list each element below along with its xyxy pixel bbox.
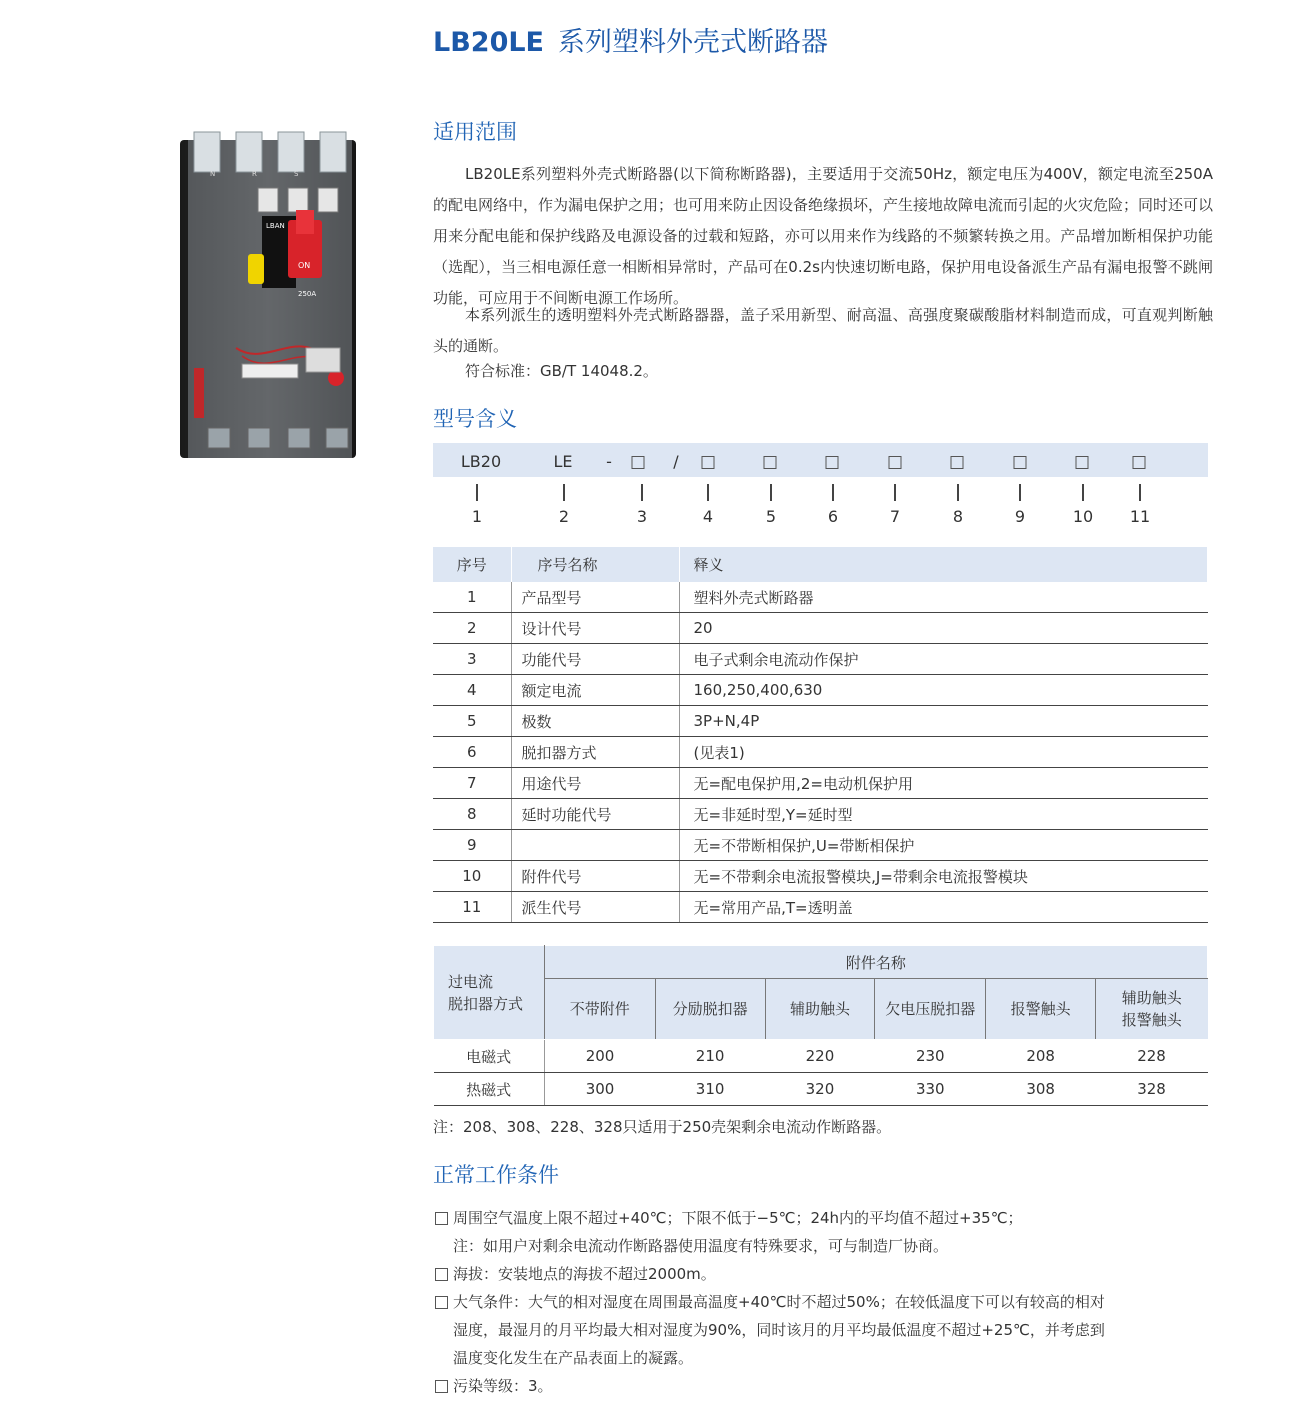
col-undervoltage-release: 欠电压脱扣器 — [875, 979, 986, 1040]
cell-name: 产品型号 — [511, 582, 679, 613]
code-num-7: 7 — [889, 507, 901, 526]
cell-index: 8 — [433, 799, 511, 830]
model-meaning-table — [433, 547, 1208, 923]
table-row — [433, 644, 1208, 675]
cell-value: 328 — [1096, 1073, 1208, 1106]
table-row — [434, 1073, 1208, 1106]
cell-name — [511, 830, 679, 861]
row-type: 热磁式 — [434, 1073, 545, 1106]
cell-value: 320 — [765, 1073, 875, 1106]
model-meaning-heading: 型号含义 — [433, 407, 517, 431]
cell-index: 3 — [433, 644, 511, 675]
condition-text: 污染等级：3。 — [453, 1377, 553, 1395]
code-box-11 — [1133, 452, 1146, 471]
on-label: ON — [298, 261, 311, 270]
code-num-2: 2 — [558, 507, 570, 526]
col-shunt-release: 分励脱扣器 — [655, 979, 765, 1040]
condition-item-pollution — [433, 1372, 1223, 1400]
code-box-3 — [632, 452, 645, 471]
table-row — [433, 613, 1208, 644]
cell-name: 额定电流 — [511, 675, 679, 706]
condition-text: 周围空气温度上限不超过+40℃；下限不低于−5℃；24h内的平均值不超过+35℃； — [453, 1209, 1023, 1227]
code-num-11: 11 — [1129, 507, 1151, 526]
condition-text: 注：如用户对剩余电流动作断路器使用温度有特殊要求，可与制造厂协商。 — [453, 1237, 949, 1255]
cell-name: 派生代号 — [511, 892, 679, 923]
table-row — [433, 737, 1208, 768]
cell-meaning: 无=不带剩余电流报警模块,J=带剩余电流报警模块 — [679, 861, 1208, 892]
cell-value: 308 — [986, 1073, 1096, 1106]
col-alarm-contact: 报警触头 — [986, 979, 1096, 1040]
cell-name: 设计代号 — [511, 613, 679, 644]
code-num-5: 5 — [765, 507, 777, 526]
cell-index: 5 — [433, 706, 511, 737]
scope-heading: 适用范围 — [433, 120, 517, 144]
cell-name: 延时功能代号 — [511, 799, 679, 830]
cell-index: 11 — [433, 892, 511, 923]
table-row — [433, 768, 1208, 799]
trip-method-header-line2: 脱扣器方式 — [448, 994, 524, 1013]
table-row — [433, 582, 1208, 613]
checkbox-icon — [435, 1268, 448, 1281]
title-model: LB20LE — [433, 27, 545, 58]
table-row — [433, 892, 1208, 923]
code-num-4: 4 — [702, 507, 714, 526]
condition-item-atmosphere — [433, 1288, 1223, 1372]
code-slash: / — [673, 452, 679, 471]
condition-text: 海拔：安装地点的海拔不超过2000m。 — [453, 1265, 716, 1283]
brand-label: LBAN — [266, 222, 285, 230]
code-box-6 — [826, 452, 839, 471]
cell-value: 310 — [655, 1073, 765, 1106]
cell-meaning: 电子式剩余电流动作保护 — [679, 644, 1208, 675]
cell-meaning: 160,250,400,630 — [679, 675, 1208, 706]
conditions-list — [433, 1204, 1223, 1400]
cell-value: 210 — [655, 1040, 765, 1073]
code-lb20: LB20 — [460, 452, 502, 471]
page-title — [433, 20, 828, 59]
cell-meaning: 3P+N,4P — [679, 706, 1208, 737]
code-box-7 — [889, 452, 902, 471]
trip-method-header-line1: 过电流 — [448, 972, 494, 991]
code-num-10: 10 — [1072, 507, 1094, 526]
rating-label: 250A — [298, 290, 317, 298]
accessory-group-header: 附件名称 — [544, 946, 1207, 979]
cell-value: 208 — [986, 1040, 1096, 1073]
cell-index: 6 — [433, 737, 511, 768]
col-no-accessory: 不带附件 — [544, 979, 655, 1040]
code-box-4 — [702, 452, 715, 471]
trip-method-header — [434, 946, 545, 1040]
cell-value: 330 — [875, 1073, 986, 1106]
cell-meaning: 无=常用产品,T=透明盖 — [679, 892, 1208, 923]
cell-meaning: 无=配电保护用,2=电动机保护用 — [679, 768, 1208, 799]
code-box-5 — [764, 452, 777, 471]
condition-item-altitude — [433, 1260, 1223, 1288]
cell-value: 230 — [875, 1040, 986, 1073]
code-num-9: 9 — [1014, 507, 1026, 526]
cell-name: 极数 — [511, 706, 679, 737]
row-type: 电磁式 — [434, 1040, 545, 1073]
code-num-8: 8 — [952, 507, 964, 526]
accessory-table — [433, 945, 1208, 1106]
header-meaning: 释义 — [679, 547, 1208, 582]
cell-index: 10 — [433, 861, 511, 892]
cell-value: 228 — [1096, 1040, 1208, 1073]
product-image — [176, 128, 362, 468]
col-auxiliary-contact: 辅助触头 — [765, 979, 875, 1040]
condition-item-temperature — [433, 1204, 1223, 1260]
cell-name: 用途代号 — [511, 768, 679, 799]
pole-label-r: R — [252, 170, 257, 178]
code-num-1: 1 — [471, 507, 483, 526]
cell-meaning: 塑料外壳式断路器 — [679, 582, 1208, 613]
checkbox-icon — [435, 1380, 448, 1393]
conditions-heading: 正常工作条件 — [433, 1163, 559, 1187]
accessory-note: 注：208、308、228、328只适用于250壳架剩余电流动作断路器。 — [433, 1118, 892, 1136]
cell-meaning: 20 — [679, 613, 1208, 644]
table-row — [433, 706, 1208, 737]
scope-standard: 符合标准：GB/T 14048.2。 — [465, 362, 658, 380]
code-num-3: 3 — [636, 507, 648, 526]
checkbox-icon — [435, 1212, 448, 1225]
model-code-band — [433, 443, 1208, 477]
cell-name: 脱扣器方式 — [511, 737, 679, 768]
table-row — [433, 861, 1208, 892]
pole-label-n: N — [210, 170, 216, 178]
code-box-10 — [1076, 452, 1089, 471]
table-row — [434, 1040, 1208, 1073]
header-name: 序号名称 — [511, 547, 679, 582]
condition-text: 湿度，最湿月的月平均最大相对湿度为90%，同时该月的月平均最低温度不超过+25℃，并考虑到 — [453, 1321, 1105, 1339]
scope-paragraph-2: 本系列派生的透明塑料外壳式断路器器，盖子采用新型、耐高温、高强度聚碳酸脂材料制造而成，可直观判断触头的通断。 — [433, 306, 1213, 355]
code-box-8 — [951, 452, 964, 471]
cell-meaning: 无=不带断相保护,U=带断相保护 — [679, 830, 1208, 861]
cell-name: 附件代号 — [511, 861, 679, 892]
code-box-9 — [1014, 452, 1027, 471]
table-header-row — [433, 547, 1208, 582]
title-name: 系列塑料外壳式断路器 — [558, 27, 829, 58]
checkbox-icon — [435, 1296, 448, 1309]
cell-value: 300 — [544, 1073, 655, 1106]
table-row — [433, 675, 1208, 706]
cell-value: 200 — [544, 1040, 655, 1073]
cell-index: 2 — [433, 613, 511, 644]
pole-label-s: S — [294, 170, 299, 178]
condition-text: 温度变化发生在产品表面上的凝露。 — [453, 1349, 694, 1367]
table-row — [433, 830, 1208, 861]
cell-index: 4 — [433, 675, 511, 706]
cell-name: 功能代号 — [511, 644, 679, 675]
table-row — [433, 799, 1208, 830]
header-index: 序号 — [433, 547, 511, 582]
cell-index: 7 — [433, 768, 511, 799]
cell-value: 220 — [765, 1040, 875, 1073]
scope-paragraph-1: LB20LE系列塑料外壳式断路器(以下简称断路器)，主要适用于交流50Hz，额定电压为400V，额定电流至250A的配电网络中，作为漏电保护之用；也可用来防止因设备绝缘损坏，产生接地故障电流而引起的火灾危险；同时还可以用来分配电能和保护线路及电源设备的过载和短路，亦可以用来作为线路的不频繁转换之用。产品增加断相保护功能（选配），当三相电源任意一相断相异常时，产品可在0.2s内快速切断电路，保护用电设备派生产品有漏电报警不跳闸功能，可应用于不间断电源工作场所。 — [433, 165, 1214, 307]
code-dash: - — [606, 452, 612, 471]
code-le: LE — [553, 452, 573, 471]
code-num-6: 6 — [827, 507, 839, 526]
cell-index: 1 — [433, 582, 511, 613]
cell-meaning: 无=非延时型,Y=延时型 — [679, 799, 1208, 830]
condition-text: 大气条件：大气的相对湿度在周围最高温度+40℃时不超过50%；在较低温度下可以有较高的相对 — [453, 1293, 1105, 1311]
cell-index: 9 — [433, 830, 511, 861]
col-aux-alarm-contact: 辅助触头 报警触头 — [1096, 979, 1208, 1040]
cell-meaning: (见表1) — [679, 737, 1208, 768]
